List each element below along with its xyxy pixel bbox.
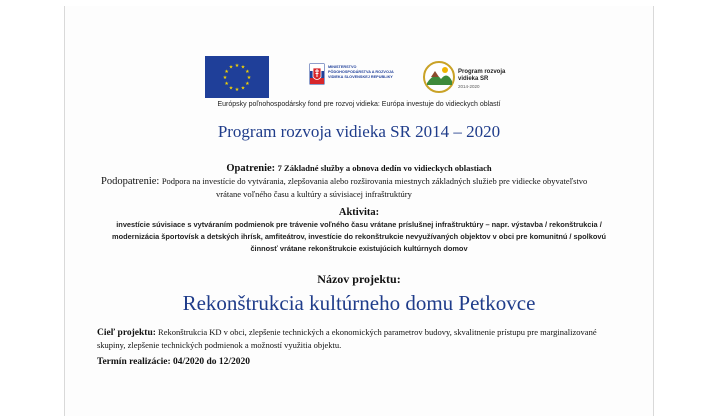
- project-goal-label: Cieľ projektu:: [97, 328, 156, 338]
- aktivita-line: modernizácia športovísk a detských ihrísk, amfiteátrov, investície do rekonštrukcie nevyužívaných objektov v obci pre komunitnú / spolkovú: [112, 232, 606, 241]
- podopatrenie-line2: vrátane voľného času a kultúry a súvisiacej infraštruktúry: [216, 189, 412, 199]
- eu-flag-icon: [205, 56, 269, 98]
- eu-star-icon: ★: [245, 82, 250, 87]
- aktivita-text: [83, 219, 635, 255]
- opatrenie-value: 7 Základné služby a obnova dedín vo vidieckych oblastiach: [277, 163, 492, 173]
- eu-star-icon: ★: [234, 64, 240, 69]
- opatrenie-label: Opatrenie:: [226, 163, 276, 174]
- aktivita-heading: Aktivita:: [338, 207, 380, 218]
- project-name: Rekonštrukcia kultúrneho domu Petkovce: [182, 291, 536, 315]
- document-sheet: [64, 6, 654, 416]
- podopatrenie-line1: Podpora na investície do vytvárania, zlepšovania alebo rozširovania miestnych základných služieb pre vidiecke obyvateľstvo: [161, 176, 588, 186]
- opatrenie-line: [65, 163, 653, 174]
- eu-star-icon: ★: [234, 88, 240, 93]
- podopatrenie-label: Podopatrenie:: [101, 176, 160, 187]
- eu-star-icon: ★: [222, 76, 228, 81]
- eu-star-icon: ★: [246, 76, 252, 81]
- program-logo-years: 2014-2020: [458, 84, 480, 89]
- fund-caption: Európsky poľnohospodársky fond pre rozvoj vidieka: Európa investuje do vidieckych oblastí: [217, 101, 501, 108]
- realization-term: [97, 357, 250, 367]
- ministry-text: MINISTERSTVO PÔDOHOSPODÁRSTVA A ROZVOJA VIDIEKA SLOVENSKEJ REPUBLIKY: [328, 65, 394, 79]
- eu-star-icon: ★: [224, 70, 229, 75]
- eu-star-icon: ★: [228, 65, 234, 71]
- podopatrenie-block: [101, 175, 621, 200]
- program-title: Program rozvoja vidieka SR 2014 – 2020: [217, 122, 501, 141]
- program-logo-title: Program rozvoja vidieka SR: [458, 69, 506, 82]
- project-goal-text: Rekonštrukcia KD v obci, zlepšenie technických a ekonomických parametrov budovy, skvalitnenie prístupu pre marginalizované skupiny, zlepšenie technických podmienok a možností využitia objektu.: [97, 327, 597, 350]
- eu-star-icon: ★: [240, 86, 246, 92]
- realization-term-value: 04/2020 do 12/2020: [172, 357, 251, 367]
- logo-bar: [65, 56, 653, 98]
- project-goal: [97, 326, 627, 351]
- ministry-logo: [308, 60, 396, 94]
- aktivita-line: činnosť vrátane rekonštrukcie existujúcich kultúrnych domov: [250, 244, 468, 253]
- eu-star-icon: ★: [245, 70, 250, 75]
- realization-term-label: Termín realizácie:: [97, 357, 171, 367]
- program-logo: [421, 57, 511, 97]
- aktivita-line: investície súvisiace s vytváraním podmienok pre trávenie voľného času vrátane príslušnej infraštruktúry – napr. výstavba / rekonštrukcia /: [116, 220, 602, 229]
- eu-star-icon: ★: [228, 86, 234, 92]
- eu-star-icon: ★: [240, 65, 246, 71]
- project-name-heading: Názov projektu:: [317, 272, 401, 286]
- eu-star-icon: ★: [224, 82, 229, 87]
